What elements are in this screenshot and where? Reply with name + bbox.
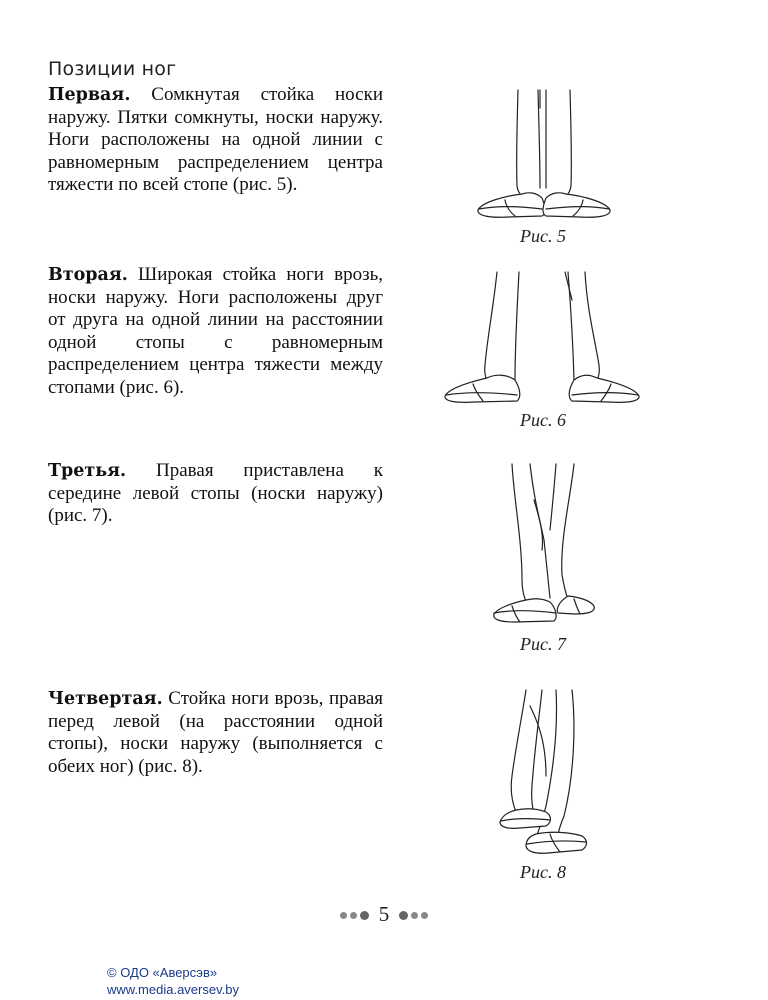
figure-caption: Рис. 8 [520,862,566,882]
position-text: Правая приставлена к середине левой стопы (носки наружу) (рис. 7). [48,460,383,526]
decorative-dots-right [397,902,429,927]
position-text: Сомкнутая стойка носки наружу. Пятки сомкнуты, носки наружу. Ноги расположены на одной линии с равномерным распределением центра тяжести по всей стопе (рис. 5). [48,84,383,195]
publisher-footer [107,964,239,998]
section-heading: Позиции ног [48,58,177,80]
position-text: Стойка ноги врозь, правая перед левой (на расстоянии одной стопы), носки наружу (выполняется с обеих ног) (рис. 8). [48,688,383,777]
position-text: Широкая стойка ноги врозь, носки наружу. Ноги расположены друг от друга на одной линии на расстоянии одной стопы с равномерным распределением центра тяжести между стопами (рис. 6). [48,264,383,398]
position-first-paragraph [48,84,383,197]
position-title: Четвертая. [48,689,163,709]
position-title: Первая. [48,85,131,105]
position-third-paragraph [48,460,383,528]
figure-caption: Рис. 6 [520,410,566,430]
position-second-paragraph [48,264,383,399]
figure-7-third-position [470,460,620,630]
legs-illustration [460,88,630,223]
position-title: Третья. [48,461,127,481]
publisher-url[interactable]: www.media.aversev.by [107,982,239,997]
figure-8-fourth-position [490,686,610,861]
decorative-dots-left [339,902,371,927]
legs-illustration [435,270,655,410]
legs-illustration [470,460,620,630]
position-title: Вторая. [48,265,128,285]
legs-illustration [490,686,610,861]
copyright-text: © ОДО «Аверсэв» [107,965,218,980]
figure-caption: Рис. 7 [520,634,566,654]
page-number: 5 [378,901,390,926]
figure-5-first-position [460,88,630,223]
page-number-bar [0,900,768,927]
position-fourth-paragraph [48,688,383,778]
figure-6-second-position [435,270,655,410]
figure-caption: Рис. 5 [520,226,566,246]
